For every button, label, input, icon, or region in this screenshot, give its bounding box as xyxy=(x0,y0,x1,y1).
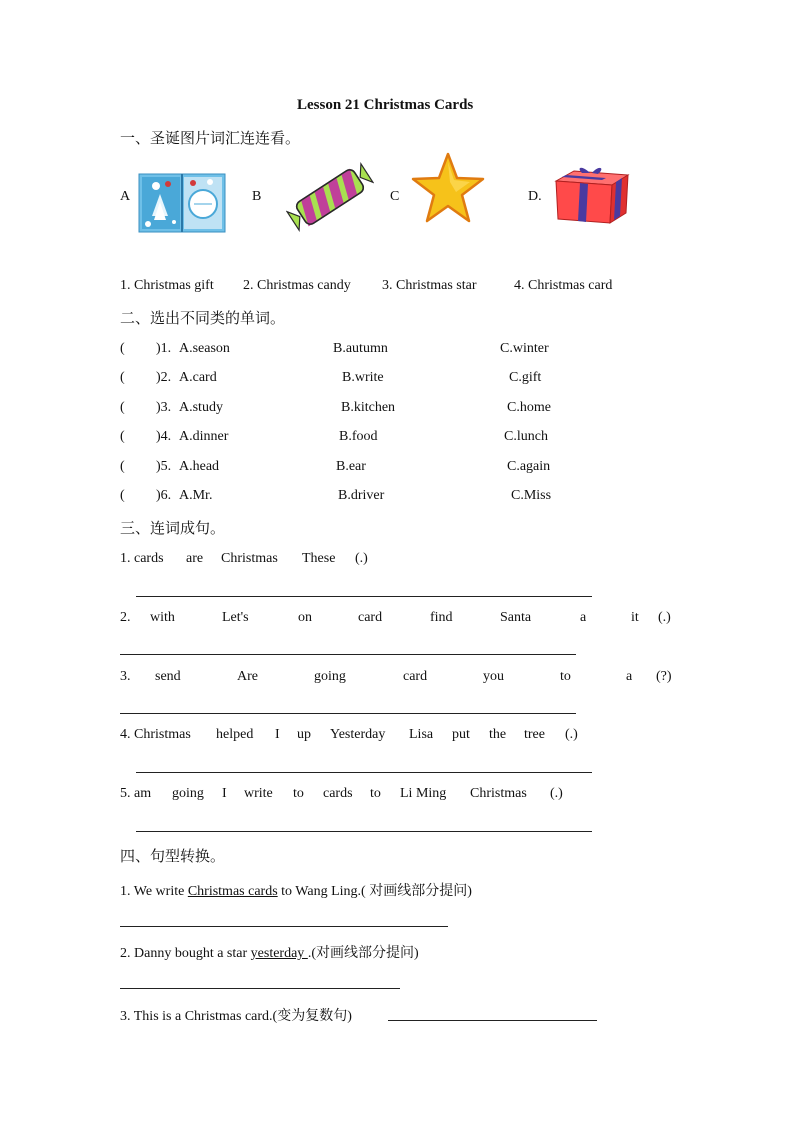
option-a: A.Mr. xyxy=(179,488,213,503)
word-token: 5. am xyxy=(120,786,152,801)
word-token: card xyxy=(358,610,383,625)
word-token: tree xyxy=(524,727,545,742)
option-a: A.head xyxy=(179,459,220,474)
q2-underlined: yesterday xyxy=(250,946,308,961)
option-c: C.again xyxy=(507,459,551,474)
answer-paren[interactable]: ( xyxy=(120,370,125,385)
star-icon xyxy=(410,152,486,224)
word-token: are xyxy=(186,551,204,566)
transform-question-3: 3. This is a Christmas card.(变为复数句) xyxy=(120,1009,352,1024)
q1-pre: 1. We write xyxy=(120,884,188,899)
word-token: to xyxy=(293,786,304,801)
answer-line[interactable] xyxy=(120,926,448,927)
option-b: B.autumn xyxy=(333,341,388,356)
word-3: 3. Christmas star xyxy=(382,278,477,293)
answer-line[interactable] xyxy=(120,988,400,989)
word-token: a xyxy=(580,610,587,625)
word-token: These xyxy=(302,551,336,566)
word-token: Let's xyxy=(222,610,249,625)
word-token: Are xyxy=(237,669,258,684)
word-token: to xyxy=(560,669,571,684)
word-token: write xyxy=(244,786,273,801)
word-token: a xyxy=(626,669,633,684)
option-a: A.card xyxy=(179,370,217,385)
answer-paren[interactable]: ( xyxy=(120,341,125,356)
word-token: find xyxy=(430,610,453,625)
word-token: send xyxy=(155,669,181,684)
word-token: cards xyxy=(323,786,353,801)
answer-paren[interactable]: ( xyxy=(120,400,125,415)
word-token: to xyxy=(370,786,381,801)
word-token: card xyxy=(403,669,428,684)
page-title: Lesson 21 Christmas Cards xyxy=(297,97,474,113)
answer-line[interactable] xyxy=(136,831,592,832)
q1-underlined: Christmas cards xyxy=(187,884,278,899)
option-c: C.Miss xyxy=(511,488,552,503)
section4-heading: 四、句型转换。 xyxy=(120,847,226,865)
option-c: C.winter xyxy=(500,341,549,356)
word-token: 2. xyxy=(120,610,131,625)
word-token: Christmas xyxy=(470,786,527,801)
q2-post: .(对画线部分提问) xyxy=(307,946,419,961)
section1-heading: 一、圣诞图片词汇连连看。 xyxy=(120,129,301,147)
word-token: put xyxy=(452,727,470,742)
christmas-card-icon xyxy=(138,172,226,234)
word-token: up xyxy=(297,727,311,742)
q1-post: to Wang Ling.( 对画线部分提问) xyxy=(277,884,472,899)
word-token: I xyxy=(222,786,227,801)
transform-question-1 xyxy=(120,880,472,900)
word-token: (.) xyxy=(658,610,671,625)
word-token: (.) xyxy=(565,727,578,742)
word-token: Li Ming xyxy=(400,786,447,801)
word-token: (.) xyxy=(355,551,368,566)
candy-icon xyxy=(286,162,374,232)
question-number: )2. xyxy=(156,370,172,385)
answer-line[interactable] xyxy=(388,1020,597,1021)
answer-line[interactable] xyxy=(120,654,576,655)
answer-line[interactable] xyxy=(136,596,592,597)
option-a: A.dinner xyxy=(179,429,229,444)
word-token: Christmas xyxy=(221,551,278,566)
question-number: )6. xyxy=(156,488,172,503)
answer-paren[interactable]: ( xyxy=(120,459,125,474)
answer-line[interactable] xyxy=(136,772,592,773)
question-number: )1. xyxy=(156,341,172,356)
option-c: C.lunch xyxy=(504,429,548,444)
word-token: helped xyxy=(216,727,254,742)
word-token: (.) xyxy=(550,786,563,801)
option-b: B.driver xyxy=(338,488,385,503)
word-token: going xyxy=(314,669,346,684)
q2-pre: 2. Danny bought a star xyxy=(120,946,251,961)
option-b: B.kitchen xyxy=(341,400,396,415)
label-d: D. xyxy=(528,189,542,204)
question-number: )3. xyxy=(156,400,172,415)
option-b: B.write xyxy=(342,370,384,385)
word-token: you xyxy=(483,669,504,684)
answer-paren[interactable]: ( xyxy=(120,488,125,503)
word-token: 1. cards xyxy=(120,551,164,566)
label-b: B xyxy=(252,189,262,204)
word-token: going xyxy=(172,786,204,801)
option-a: A.season xyxy=(179,341,230,356)
gift-icon xyxy=(552,165,630,225)
word-token: I xyxy=(275,727,280,742)
option-c: C.home xyxy=(507,400,551,415)
section3-heading: 三、连词成句。 xyxy=(120,519,226,537)
word-token: Lisa xyxy=(409,727,434,742)
transform-question-2 xyxy=(120,942,419,962)
option-c: C.gift xyxy=(509,370,542,385)
word-token: it xyxy=(631,610,639,625)
word-token: Yesterday xyxy=(330,727,386,742)
word-token: on xyxy=(298,610,312,625)
option-b: B.food xyxy=(339,429,378,444)
word-token: the xyxy=(489,727,507,742)
word-token: (?) xyxy=(656,669,672,684)
word-4: 4. Christmas card xyxy=(514,278,613,293)
word-token: with xyxy=(150,610,175,625)
word-2: 2. Christmas candy xyxy=(243,278,351,293)
answer-paren[interactable]: ( xyxy=(120,429,125,444)
question-number: )5. xyxy=(156,459,172,474)
option-a: A.study xyxy=(179,400,223,415)
word-token: 3. xyxy=(120,669,131,684)
section2-heading: 二、选出不同类的单词。 xyxy=(120,309,286,327)
question-number: )4. xyxy=(156,429,172,444)
word-token: Santa xyxy=(500,610,532,625)
label-a: A xyxy=(120,189,131,204)
option-b: B.ear xyxy=(336,459,366,474)
word-1: 1. Christmas gift xyxy=(120,278,214,293)
label-c: C xyxy=(390,189,400,204)
word-token: 4. Christmas xyxy=(120,727,191,742)
answer-line[interactable] xyxy=(120,713,576,714)
